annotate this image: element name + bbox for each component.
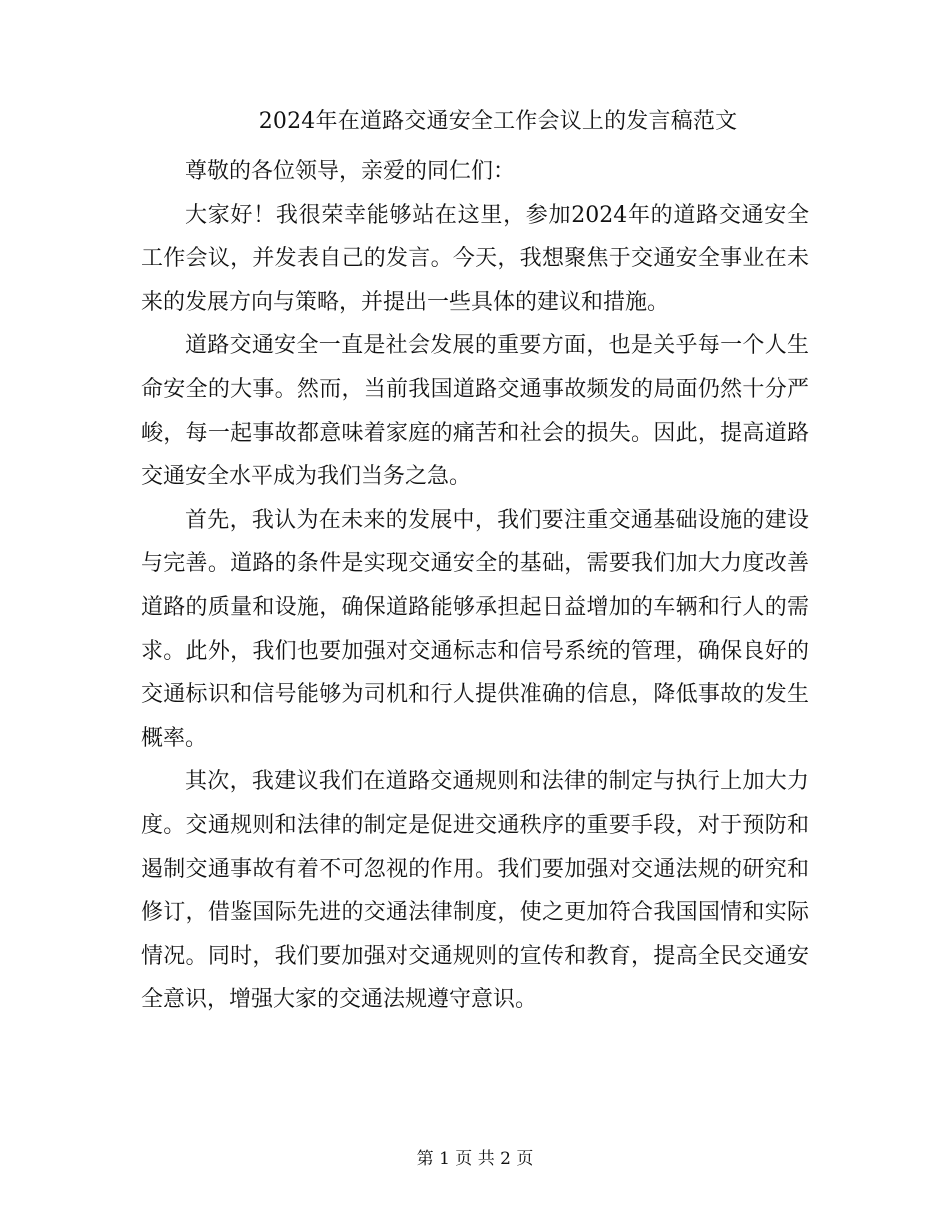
paragraph-1: 大家好！我很荣幸能够站在这里，参加2024年的道路交通安全工作会议，并发表自己的发言。今天，我想聚焦于交通安全事业在未来的发展方向与策略，并提出一些具体的建议和措施。 xyxy=(141,202,809,315)
document-title: 2024年在道路交通安全工作会议上的发言稿范文 xyxy=(258,109,738,134)
salutation: 尊敬的各位领导，亲爱的同仁们： xyxy=(185,159,516,184)
paragraph-3: 首先，我认为在未来的发展中，我们要注重交通基础设施的建设与完善。道路的条件是实现交通安全的基础，需要我们加大力度改善道路的质量和设施，确保道路能够承担起日益增加的车辆和行人的需求。此外，我们也要加强对交通标志和信号系统的管理，确保良好的交通标识和信号能够为司机和行人提供准确的信息，降低事故的发生概率。 xyxy=(141,507,809,751)
page-number-footer: 第 1 页 共 2 页 xyxy=(416,1149,534,1169)
paragraph-2: 道路交通安全一直是社会发展的重要方面，也是关乎每一个人生命安全的大事。然而，当前我国道路交通事故频发的局面仍然十分严峻，每一起事故都意味着家庭的痛苦和社会的损失。因此，提高道路交通安全水平成为我们当务之急。 xyxy=(141,333,809,490)
document-body xyxy=(141,150,809,1022)
paragraph-4: 其次，我建议我们在道路交通规则和法律的制定与执行上加大力度。交通规则和法律的制定是促进交通秩序的重要手段，对于预防和遏制交通事故有着不可忽视的作用。我们要加强对交通法规的研究和修订，借鉴国际先进的交通法律制度，使之更加符合我国国情和实际情况。同时，我们要加强对交通规则的宣传和教育，提高全民交通安全意识，增强大家的交通法规遵守意识。 xyxy=(141,769,809,1013)
